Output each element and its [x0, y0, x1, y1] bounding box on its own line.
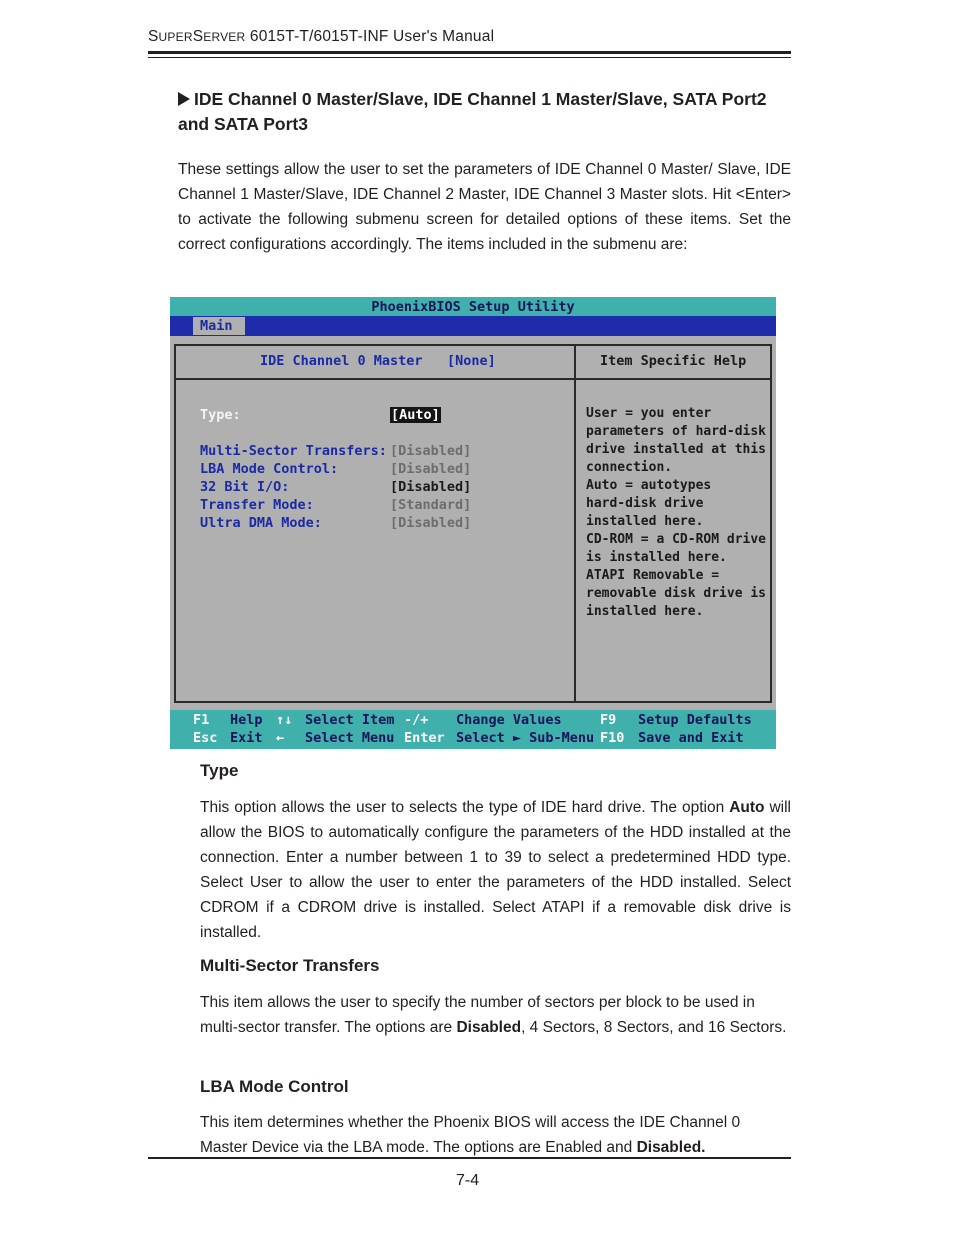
bios-help-line: hard-disk drive [586, 496, 704, 511]
bios-help-line: connection. [586, 460, 673, 475]
header-rule-thin [148, 57, 791, 58]
bios-item-udma-label[interactable]: Ultra DMA Mode: [200, 515, 322, 531]
bios-help-line: User = you enter [586, 406, 712, 421]
manual-header-title: SUPERSERVER 6015T-T/6015T-INF User's Manual [148, 28, 495, 45]
bios-item-udma-value: [Disabled] [390, 515, 472, 531]
key-plusminus: -/+ [404, 712, 429, 728]
bios-item-multisector-label[interactable]: Multi-Sector Transfers: [200, 443, 387, 459]
bios-title-bar: PhoenixBIOS Setup Utility [170, 297, 776, 316]
key-enter: Enter [404, 730, 445, 746]
key-leftright-desc: Select Menu [305, 730, 395, 746]
key-f10-desc: Save and Exit [638, 730, 744, 746]
key-f10: F10 [600, 730, 625, 746]
key-leftright: ← [276, 730, 285, 746]
bios-tab-main[interactable]: Main [193, 317, 245, 335]
bios-item-32bit-label[interactable]: 32 Bit I/O: [200, 479, 290, 495]
bios-help-line: Auto = autotypes [586, 478, 712, 493]
footer-rule [148, 1157, 791, 1159]
type-heading: Type [200, 761, 239, 780]
triangle-bullet-icon [178, 92, 190, 106]
bios-menu-bar [170, 316, 776, 336]
bios-help-line: installed here. [586, 514, 704, 529]
section-heading: IDE Channel 0 Master/Slave, IDE Channel 1 Master/Slave, SATA Port2 and SATA Port3 [178, 89, 767, 134]
type-paragraph: This option allows the user to selects the type of IDE hard drive. The option Auto will allow the BIOS to automatically configure the parameters of the HDD installed at the connection. Enter a number between 1 to 39 to select a predetermined HDD type. Select User to allow the user to enter the parameters of the HDD installed. Select CDROM if a CDROM drive is installed. Select ATAPI if a removable disk drive is installed. [200, 799, 791, 941]
key-f1: F1 [193, 712, 210, 728]
bios-item-transfer-value: [Standard] [390, 497, 472, 513]
bios-item-transfer-label[interactable]: Transfer Mode: [200, 497, 314, 513]
bios-help-text [586, 405, 770, 621]
key-esc: Esc [193, 730, 218, 746]
key-updown-desc: Select Item [305, 712, 395, 728]
bios-panel-divider-horizontal [174, 378, 772, 380]
bios-item-type-value[interactable]: [Auto] [391, 407, 440, 423]
bios-help-line: removable disk drive is [586, 586, 767, 601]
bios-screenshot [170, 297, 776, 749]
bios-help-line: CD-ROM = a CD-ROM drive [586, 532, 767, 547]
bios-item-multisector-value: [Disabled] [390, 443, 472, 459]
bios-submenu-title: IDE Channel 0 Master [None] [260, 353, 496, 369]
key-enter-desc: Select ► Sub-Menu [456, 730, 595, 746]
bios-item-type-label[interactable]: Type: [200, 407, 241, 423]
bios-item-lba-value: [Disabled] [390, 461, 472, 477]
multi-sector-heading: Multi-Sector Transfers [200, 956, 380, 975]
bios-key-legend [170, 710, 776, 749]
key-f9: F9 [600, 712, 617, 728]
key-plusminus-desc: Change Values [456, 712, 562, 728]
key-esc-desc: Exit [230, 730, 263, 746]
multi-sector-paragraph: This item allows the user to specify the number of sectors per block to be used in multi-sector transfer. The options are Disabled, 4 Sectors, 8 Sectors, and 16 Sectors. [200, 994, 787, 1036]
lba-heading: LBA Mode Control [200, 1077, 349, 1096]
key-f9-desc: Setup Defaults [638, 712, 752, 728]
bios-panel-divider-vertical [574, 344, 576, 703]
lba-paragraph: This item determines whether the Phoenix BIOS will access the IDE Channel 0 Master Device via the LBA mode. The options are Enabled and Disabled. [200, 1114, 741, 1156]
intro-paragraph: These settings allow the user to set the parameters of IDE Channel 0 Master/ Slave, IDE Channel 1 Master/Slave, IDE Channel 2 Master, IDE Channel 3 Master slots. Hit <Enter> to activate the following submenu screen for detailed options of these items. Set the correct configurations accordingly. The items included in the submenu are: [178, 161, 791, 253]
bios-help-line: installed here. [586, 604, 704, 619]
bios-help-line: parameters of hard-disk [586, 424, 767, 439]
bios-help-line: is installed here. [586, 550, 727, 565]
bios-item-32bit-value[interactable]: [Disabled] [390, 479, 472, 495]
page-number: 7-4 [456, 1172, 480, 1189]
key-f1-desc: Help [230, 712, 263, 728]
bios-help-line: ATAPI Removable = [586, 568, 720, 583]
bios-help-line: drive installed at this [586, 442, 767, 457]
bios-item-lba-label[interactable]: LBA Mode Control: [200, 461, 339, 477]
bios-help-header: Item Specific Help [600, 353, 747, 369]
header-rule-thick [148, 51, 791, 54]
key-updown: ↑↓ [276, 712, 293, 728]
